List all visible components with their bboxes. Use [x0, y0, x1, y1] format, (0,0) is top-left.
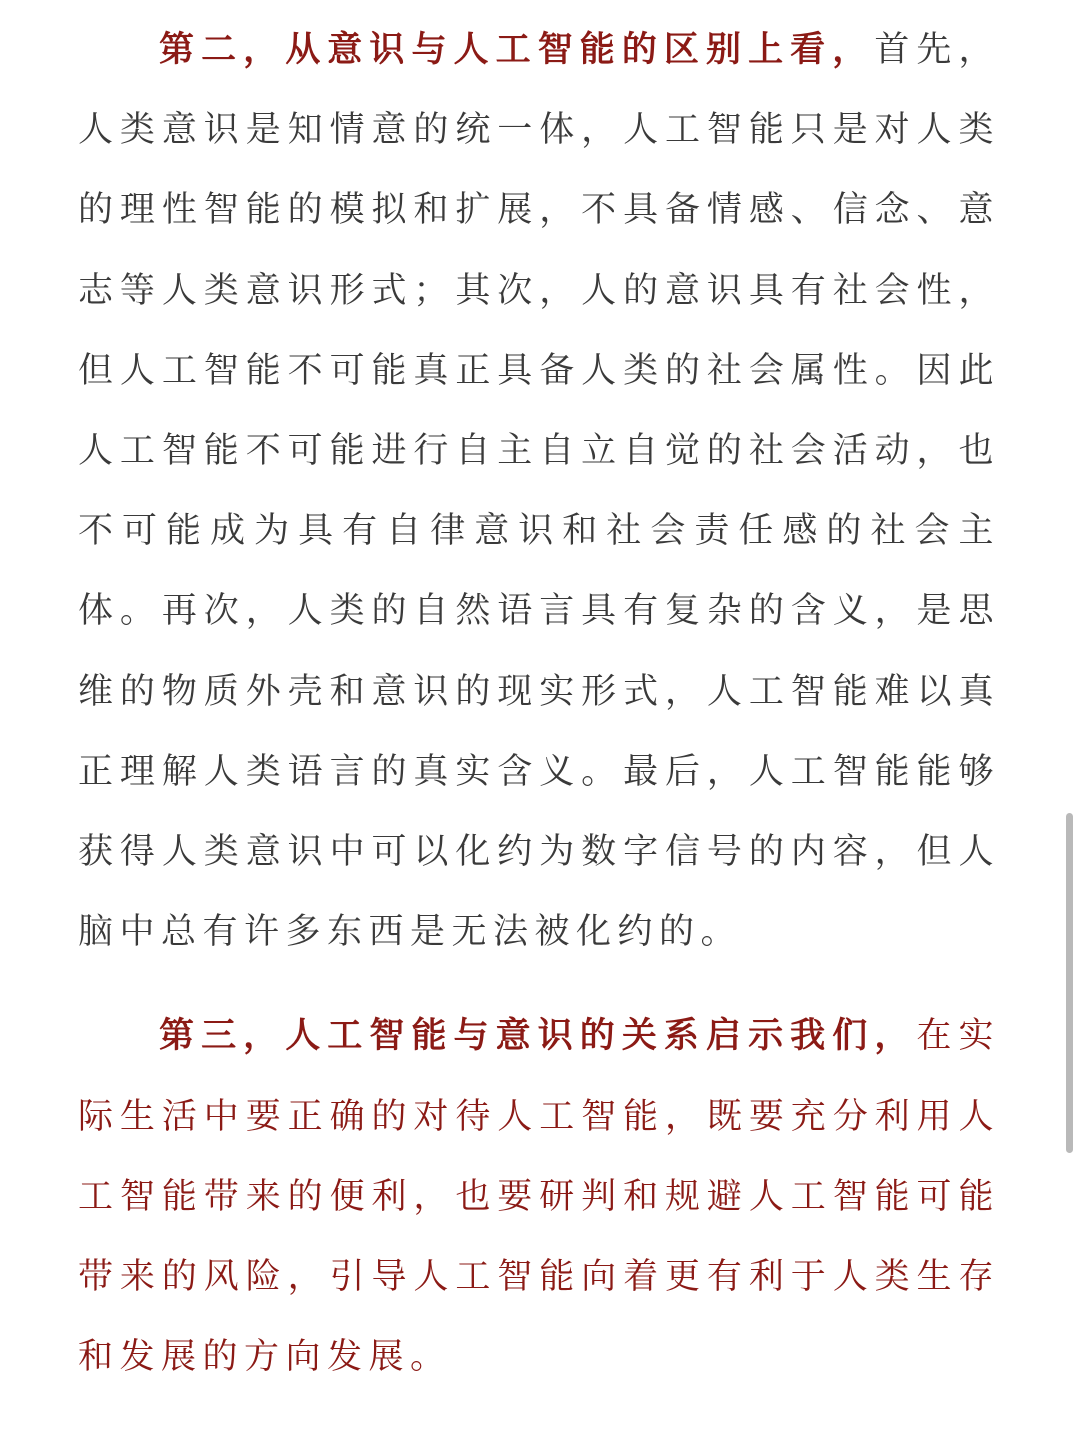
paragraph-third-lead: 第三，人工智能与意识的关系启示我们，: [159, 1016, 917, 1057]
vertical-scrollbar[interactable]: [1066, 813, 1073, 1153]
paragraph-second-body: 首先，人类意识是知情意的统一体，人工智能只是对人类的理性智能的模拟和扩展，不具备情感、信念、意志等人类意识形式；其次，人的意识具有社会性，但人工智能不可能真正具备人类的社会属性。因此人工智能不可能进行自主自立自觉的社会活动，也不可能成为具有自律意识和社会责任感的社会主体。再次，人类的自然语言具有复杂的含义，是思维的物质外壳和意识的现实形式，人工智能难以真正理解人类语言的真实含义。最后，人工智能能够获得人类意识中可以化约为数字信号的内容，但人脑中总有许多东西是无法被化约的。: [78, 30, 1000, 953]
paragraph-third-point: [78, 996, 1000, 1397]
article-content: [78, 10, 1000, 1397]
paragraph-second-point: [78, 10, 1000, 972]
paragraph-second-lead: 第二，从意识与人工智能的区别上看，: [159, 30, 875, 70]
paragraph-third-body: 在实际生活中要正确的对待人工智能，既要充分利用人工智能带来的便利，也要研判和规避人工智能可能带来的风险，引导人工智能向着更有利于人类生存和发展的方向发展。: [78, 1016, 1000, 1378]
